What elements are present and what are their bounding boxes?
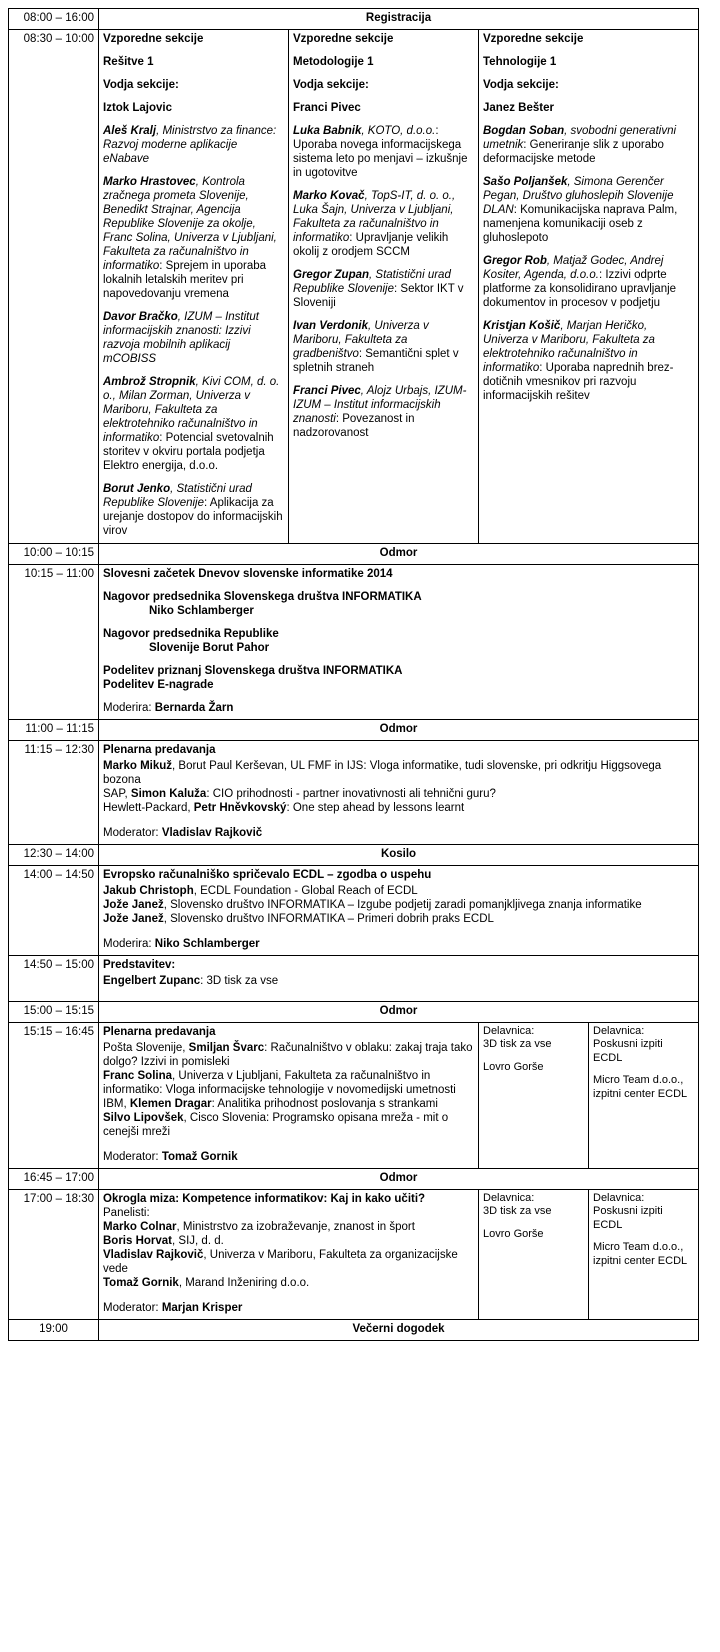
round-table-title: Okrogla miza: Kompetence informatikov: Kaj in kako učiti? [103,1193,426,1206]
talk-item [103,175,284,301]
talk-org: SAP, [103,787,131,800]
moderator-name: Tomaž Gornik [161,1151,238,1164]
talk-title: : Izzivi odprte platforme za konsolidirano upravljanje dokumentov in procesov v podjetju [483,269,677,310]
time-cell: 15:15 – 16:45 [9,1022,99,1168]
opening-cell [99,564,699,719]
session-leader-label: Vodja sekcije: [293,79,369,92]
panelist-name: Tomaž Gornik [103,1277,179,1290]
table-row-presentation [9,955,699,1001]
talk-item [483,124,694,166]
talk-title: : Računalništvo v oblaku: zakaj traja tako dolgo? Izzivi in pomisleki [103,1041,473,1068]
plenary-title: Plenarna predavanja [103,1025,216,1038]
time-cell: 16:45 – 17:00 [9,1169,99,1190]
talk-affiliation: , Matjaž Godec, Andrej Kositer, Agenda, d.o.o. [483,255,664,282]
talk-affiliation: , TopS-IT, d. o. o., Luka Šajn, Univerza v Ljubljani, Fakulteta za računalništvo in informatiko [293,190,456,245]
talk-title: : Sektor IKT v Sloveniji [293,283,464,310]
time-cell: 17:00 – 18:30 [9,1190,99,1320]
talk-title: : Upravljanje velikih okolij z orodjem SCCM [293,232,449,259]
talk-speaker: Luka Babnik [293,125,362,138]
moderator-name: Bernarda Žarn [154,701,234,714]
plenary-moderator [103,826,694,840]
table-row-break-1 [9,543,699,564]
talk-item [103,124,284,166]
session-kicker: Vzporedne sekcije [103,33,204,46]
talk-speaker: Franc Solina [103,1069,173,1082]
talk-speaker: Ambrož Stropnik [103,376,196,389]
session-kicker: Vzporedne sekcije [293,33,394,46]
talk-speaker: Jakub Christoph [103,884,194,897]
talk-title: : Uporaba naprednih brez-dotičnih vmesnikov pri razvoju informacijskih rešitev [483,362,674,403]
talk-title: : Generiranje slik z uporabo deformacijske metode [483,139,664,166]
talk-speaker: Bogdan Soban [483,125,565,138]
talk-org: Hewlett-Packard, [103,801,194,814]
talk-item [293,189,474,259]
panelist-name: Vladislav Rajkovič [103,1249,204,1262]
workshop-name: 3D tisk za vse [483,1038,552,1051]
workshop-presenter: Micro Team d.o.o., izpitni center ECDL [593,1074,688,1100]
time-cell: 14:50 – 15:00 [9,955,99,1001]
session-leader: Iztok Lajovic [103,102,173,115]
workshop-label: Delavnica: [593,1192,645,1205]
panelist-item [103,1248,474,1276]
table-row-plenary-1 [9,740,699,844]
talk-affiliation: , Kontrola zračnega prometa Slovenije, Benedikt Strajnar, Agencija Republike Slovenije za okolje, Franc Solina, Univerza v Ljubljani, Fakulteta za računalništvo in informatiko [103,176,277,273]
ecdl-title: Evropsko računalniško spričevalo ECDL – zgodba o uspehu [103,868,432,881]
talk-title: , ECDL Foundation - Global Reach of ECDL [193,884,418,897]
opening-line-2: Nagovor predsednika Republike [103,627,279,640]
talk-item [483,175,694,245]
talk-speaker: Franci Pivec [293,385,361,398]
opening-line-3b: Podelitev E-nagrade [103,678,214,691]
moderator-name: Marjan Krisper [161,1302,243,1315]
time-cell: 10:00 – 10:15 [9,543,99,564]
talk-affiliation: , Alojz Urbajs, IZUM-IZUM – Institut informacijskih znanosti [293,385,467,426]
talk-item [103,482,284,538]
talk-speaker: Marko Kovač [293,190,365,203]
talk-speaker: Jože Janež [103,898,164,911]
break-banner: Odmor [99,1169,699,1190]
opening-line-1: Nagovor predsednika Slovenskega društva INFORMATIKA [103,590,422,603]
talk-affiliation: , Statistični urad Republike Slovenije [293,269,451,296]
talk-speaker: Smiljan Švarc [188,1041,265,1054]
talk-title: : Potencial svetovalnih storitev v okviru portala podjetja Elektro energija, d.o.o. [103,432,274,473]
table-row-lunch [9,844,699,865]
talk-speaker: Jože Janež [103,912,164,925]
talk-title: , Univerza v Ljubljani, Fakulteta za računalništvo in informatiko: Vloga informacijske tehnologije v novomedijski umetnosti [103,1069,456,1096]
talk-title: , Cisco Slovenia: Programsko opisana mreža - mit o cenejši mreži [103,1111,449,1138]
lunch-banner: Kosilo [99,844,699,865]
talk-speaker: Sašo Poljanšek [483,176,568,189]
talk-item [293,319,474,375]
workshop-cell-ecdl-exams [589,1022,699,1168]
talk-title: : 3D tisk za vse [200,974,279,987]
time-cell: 15:00 – 15:15 [9,1001,99,1022]
workshop-name: Poskusni izpiti ECDL [593,1205,663,1231]
panelist-affiliation: , Ministrstvo za izobraževanje, znanost in šport [176,1221,415,1234]
time-cell: 19:00 [9,1320,99,1341]
table-row-plenary-2 [9,1022,699,1168]
talk-item [483,254,694,310]
session-leader-label: Vodja sekcije: [103,79,179,92]
talk-title: : Aplikacija za urejanje dostopov do informacijskih virov [103,497,283,538]
break-banner: Odmor [99,543,699,564]
plenary-title: Plenarna predavanja [103,743,216,756]
session-cell-tehnologije-1 [479,30,699,543]
talk-item [103,1069,474,1097]
talk-item [103,1097,474,1111]
talk-affiliation: , IZUM – Institut informacijskih znanosti: Izzivi razvoja mobilnih aplikacij mCOBISS [103,311,259,366]
time-cell: 11:15 – 12:30 [9,740,99,844]
round-table-cell [99,1190,479,1320]
talk-speaker: Engelbert Zupanc [103,974,201,987]
panelist-affiliation: , SIJ, d. d. [172,1235,224,1248]
workshop-presenter: Lovro Gorše [483,1060,544,1073]
panelist-name: Boris Horvat [103,1235,173,1248]
talk-speaker: Kristjan Košič [483,320,561,333]
break-banner: Odmor [99,1001,699,1022]
table-row-break-3 [9,1001,699,1022]
moderator-label: Moderator: [103,1151,162,1164]
opening-moderator [103,701,694,715]
presentation-title: Predstavitev: [103,958,176,971]
talk-item [103,787,694,801]
talk-speaker: Borut Jenko [103,483,171,496]
talk-item [103,974,694,988]
plenary-moderator [103,1150,474,1164]
talk-title: : Komunikacijska naprava Palm, namenjena komunikaciji oseb z gluhoslepoto [483,204,678,245]
talk-item [483,319,694,403]
time-cell: 08:30 – 10:00 [9,30,99,543]
talk-item [103,759,694,787]
table-row-parallel-sessions-1 [9,30,699,543]
workshop-cell-3d-print [479,1022,589,1168]
time-cell: 14:00 – 14:50 [9,865,99,955]
ecdl-moderator [103,937,694,951]
moderator-label: Moderator: [103,1302,162,1315]
plenary-2-cell [99,1022,479,1168]
talk-speaker: Klemen Dragar [129,1097,212,1110]
session-cell-metodologije-1 [289,30,479,543]
panelists-label: Panelisti: [103,1207,150,1220]
workshop-name: Poskusni izpiti ECDL [593,1038,663,1064]
break-banner: Odmor [99,719,699,740]
talk-affiliation: , Simona Gerenčer Pegan, Društvo gluhoslepih Slovenije DLAN [483,176,674,217]
talk-speaker: Gregor Rob [483,255,547,268]
panelist-affiliation: , Univerza v Mariboru, Fakulteta za organizacijske vede [103,1249,458,1276]
talk-title: : One step ahead by lessons learnt [286,801,465,814]
talk-title: : Semantični splet v spletnih straneh [293,348,459,375]
time-cell: 11:00 – 11:15 [9,719,99,740]
talk-item [103,884,694,898]
talk-title: , Borut Paul Kerševan, UL FMF in IJS: Vloga informatike, tudi slovenske, pri odkritju Higgsovega bozona [103,759,662,786]
panelist-item [103,1234,474,1248]
moderator-label: Moderira: [103,937,155,950]
talk-title: : Sprejem in uporaba lokalnih letalskih meritev pri napovedovanju vremena [103,260,267,301]
talk-affiliation: , Marjan Heričko, Univerza v Mariboru, Fakulteta za elektrotehniko računalništvo in informatiko [483,320,655,375]
talk-speaker: Aleš Kralj [103,125,157,138]
talk-item [103,898,694,912]
panelist-item [103,1220,474,1234]
workshop-cell-ecdl-exams [589,1190,699,1320]
moderator-label: Moderira: [103,701,155,714]
table-row-break-2 [9,719,699,740]
talk-speaker: Ivan Verdonik [293,320,368,333]
talk-org: Pošta Slovenije, [103,1041,189,1054]
talk-affiliation: , KOTO, d.o.o. [361,125,436,138]
time-cell: 12:30 – 14:00 [9,844,99,865]
talk-affiliation: , Univerza v Mariboru, Fakulteta za gradbeništvo [293,320,429,361]
talk-speaker: Silvo Lipovšek [103,1111,184,1124]
talk-affiliation: , Statistični urad Republike Slovenije [103,483,252,510]
table-row-evening-event [9,1320,699,1341]
table-row-break-4 [9,1169,699,1190]
session-leader: Janez Bešter [483,102,554,115]
talk-affiliation: , Kivi COM, d. o. o., Milan Zorman, Univerza v Mariboru, Fakulteta za elektrotehniko računalništvo in informatiko [103,376,280,445]
opening-line-3: Podelitev priznanj Slovenskega društva INFORMATIKA [103,664,403,677]
table-row-ecdl [9,865,699,955]
talk-item [293,124,474,180]
talk-title: , Slovensko društvo INFORMATIKA – Izgube podjetij zaradi pomanjkljivega znanja informatike [163,898,642,911]
registration-banner: Registracija [99,9,699,30]
session-name: Rešitve 1 [103,56,154,69]
conference-schedule-table [8,8,699,1341]
talk-speaker: Davor Bračko [103,311,178,324]
talk-speaker: Gregor Zupan [293,269,370,282]
table-row-registration [9,9,699,30]
talk-speaker: Marko Mikuž [103,759,173,772]
workshop-label: Delavnica: [483,1024,535,1037]
talk-item [103,912,694,926]
talk-title: : Analitika prihodnost poslovanja s strankami [211,1097,438,1110]
talk-speaker: Marko Hrastovec [103,176,196,189]
session-leader-label: Vodja sekcije: [483,79,559,92]
talk-item [103,1111,474,1139]
talk-item [293,384,474,440]
table-row-opening-ceremony [9,564,699,719]
ecdl-cell [99,865,699,955]
session-kicker: Vzporedne sekcije [483,33,584,46]
table-row-round-table [9,1190,699,1320]
talk-speaker: Simon Kaluža [130,787,207,800]
time-cell: 08:00 – 16:00 [9,9,99,30]
session-name: Tehnologije 1 [483,56,557,69]
talk-item [103,375,284,473]
talk-item [103,1041,474,1069]
talk-title: : Povezanost in nadzorovanost [293,413,415,440]
workshop-name: 3D tisk za vse [483,1205,552,1218]
panelist-affiliation: , Marand Inženiring d.o.o. [178,1277,310,1290]
panelist-item [103,1276,474,1290]
talk-title: , Slovensko društvo INFORMATIKA – Primeri dobrih praks ECDL [163,912,494,925]
talk-title: : Uporaba novega informacijskega sistema leto po menjavi – izkušnje in ugotovitve [293,125,468,180]
talk-item [293,268,474,310]
talk-item [103,801,694,815]
talk-affiliation: , svobodni generativni umetnik [483,125,677,152]
talk-title: : CIO prihodnosti - partner inovativnosti ali tehnični guru? [206,787,496,800]
opening-line-2b: Slovenije Borut Pahor [149,641,270,654]
workshop-presenter: Lovro Gorše [483,1227,544,1240]
talk-org: IBM, [103,1097,130,1110]
talk-affiliation: , Ministrstvo za finance: Razvoj moderne aplikacije eNabave [103,125,277,166]
opening-line-1b: Niko Schlamberger [149,604,254,617]
talk-speaker: Petr Hněvkovský [193,801,287,814]
panelist-name: Marko Colnar [103,1221,177,1234]
cell-spacer [103,988,694,997]
presentation-cell [99,955,699,1001]
session-name: Metodologije 1 [293,56,374,69]
round-table-moderator [103,1301,474,1315]
opening-title: Slovesni začetek Dnevov slovenske informatike 2014 [103,567,393,580]
moderator-name: Niko Schlamberger [154,937,260,950]
plenary-1-cell [99,740,699,844]
moderator-name: Vladislav Rajkovič [161,826,263,839]
time-cell: 10:15 – 11:00 [9,564,99,719]
workshop-cell-3d-print [479,1190,589,1320]
talk-item [103,310,284,366]
session-leader: Franci Pivec [293,102,361,115]
workshop-label: Delavnica: [483,1192,535,1205]
evening-banner: Večerni dogodek [99,1320,699,1341]
workshop-label: Delavnica: [593,1024,645,1037]
session-cell-resitve-1 [99,30,289,543]
workshop-presenter: Micro Team d.o.o., izpitni center ECDL [593,1241,688,1267]
moderator-label: Moderator: [103,826,162,839]
